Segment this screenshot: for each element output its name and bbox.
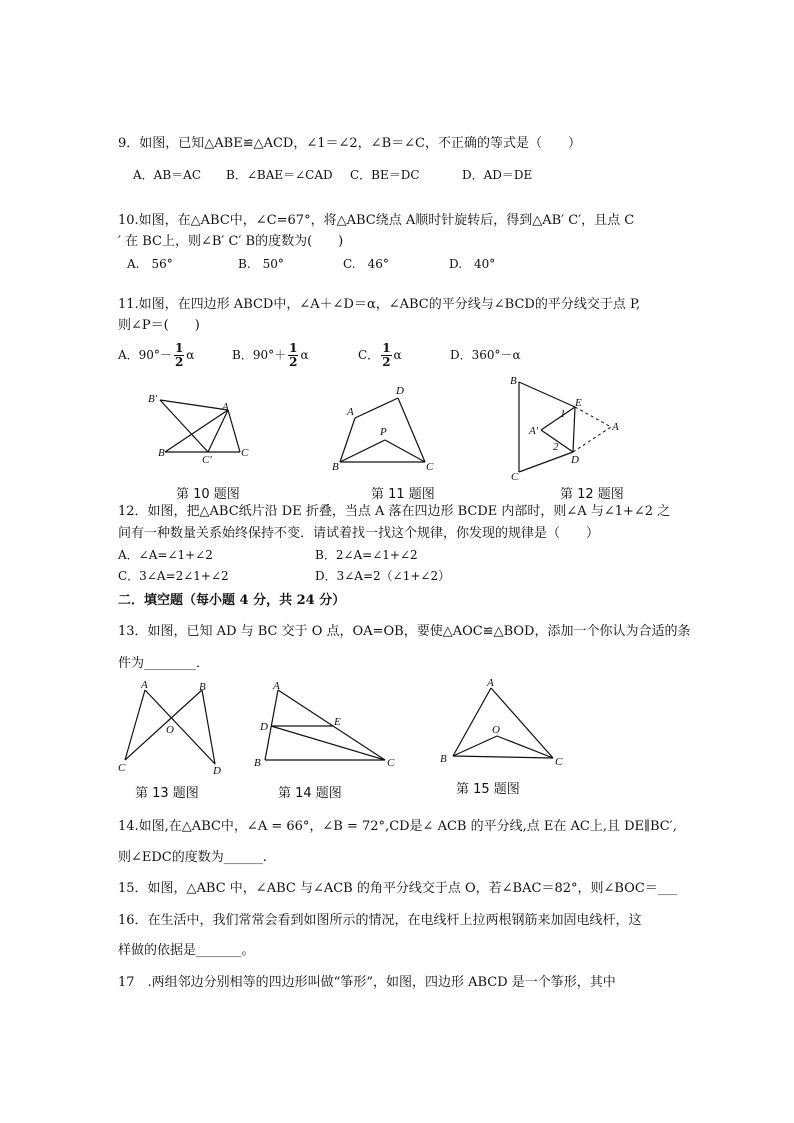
fig14-label-e: E	[334, 716, 341, 728]
q14-stem-line2: 则∠EDC的度数为______.	[118, 850, 267, 865]
q14-stem-line1: 14.如图,在△ABC中，∠A = 66°，∠B = 72°,CD是∠ ACB 的平分线,点 E在 AC上,且 DE∥BC′,	[118, 819, 677, 834]
q10-option-c: C. 46°	[343, 257, 389, 271]
q10-stem-line1: 10.如图，在△ABC中，∠C=67°，将△ABC绕点 A顺时针旋转后，得到△AB′ C′，且点 C	[118, 213, 635, 228]
fraction-numerator: 1	[174, 341, 184, 355]
fig14-label-c: C	[387, 757, 395, 769]
q15-stem: 15．如图，△ABC 中，∠ABC 与∠ACB 的角平分线交于点 O，若∠BAC＝82°，则∠BOC＝___	[118, 881, 678, 896]
q13-stem-line1: 13．如图，已知 AD 与 BC 交于 O 点，OA=OB，要使△AOC≌△BOD，添加一个你认为合适的条	[118, 624, 691, 639]
fig10-label-cprime: C′	[202, 454, 212, 466]
q17-stem: 17 .两组邻边分别相等的四边形叫做“筝形”，如图，四边形 ABCD 是一个筝形，其中	[118, 975, 616, 990]
fraction-denominator: 2	[289, 355, 298, 369]
fig15-caption: 第 15 题图	[456, 782, 520, 797]
fig13-label-b: B	[199, 681, 206, 693]
section-2-title: 二．填空题（每小题 4 分，共 24 分）	[118, 593, 346, 608]
q10-stem-line2: ′ 在 BC上，则∠B′ C′ B的度数为( )	[118, 234, 344, 249]
fig14-label-a: A	[273, 680, 280, 692]
figure-10	[140, 380, 270, 470]
q13-stem-line2: 件为________．	[118, 656, 210, 671]
q9-option-b: B．∠BAE＝∠CAD	[226, 168, 333, 182]
q12-option-d: D．3∠A=2（∠1+∠2）	[315, 569, 451, 583]
fig11-label-a: A	[347, 406, 354, 418]
fig14-label-b: B	[254, 757, 261, 769]
q9-option-a: A．AB＝AC	[133, 168, 201, 182]
fig12-label-1: 1	[560, 408, 566, 420]
q16-stem-line2: 样做的依据是_______。	[118, 943, 255, 958]
fig14-caption: 第 14 题图	[278, 786, 342, 801]
fig13-caption: 第 13 题图	[135, 786, 199, 801]
figure-13	[115, 678, 235, 778]
q11-option-a-prefix: A．90°－	[118, 348, 172, 362]
q9-option-c: C．BE＝DC	[350, 168, 420, 182]
fig12-label-b: B	[510, 375, 517, 387]
q11-option-a-suffix: α	[186, 348, 195, 362]
fig14-label-d: D	[260, 721, 268, 733]
fraction-denominator: 2	[174, 355, 184, 369]
fraction-numerator: 1	[289, 341, 298, 355]
fig11-label-b: B	[332, 461, 339, 473]
q11-option-b	[232, 340, 309, 370]
fig11-caption: 第 11 题图	[371, 487, 435, 502]
q11-stem-line1: 11.如图，在四边形 ABCD中，∠A＋∠D＝α，∠ABC的平分线与∠BCD的平分线交于点 P,	[118, 297, 641, 312]
q16-stem-line1: 16．在生活中，我们常常会看到如图所示的情况，在电线杆上拉两根钢筋来加固电线杆，这	[118, 913, 642, 928]
fig10-label-a: A	[222, 401, 229, 413]
fig13-label-o: O	[166, 724, 174, 736]
fig13-label-d: D	[213, 765, 221, 777]
q11-option-c	[358, 340, 402, 370]
fig12-label-a: A	[612, 421, 619, 433]
fig12-label-aprime: A′	[529, 425, 539, 437]
figure-15	[435, 672, 575, 772]
q10-option-d: D. 40°	[449, 257, 496, 271]
fig10-caption: 第 10 题图	[176, 487, 240, 502]
figure-11	[330, 380, 450, 480]
fraction-denominator: 2	[382, 355, 391, 369]
q9-option-d: D．AD＝DE	[462, 168, 533, 182]
q11-option-b-prefix: B．90°＋	[232, 348, 287, 362]
q11-option-a	[118, 340, 194, 370]
q11-option-d: D．360°－α	[450, 348, 521, 362]
figure-14	[250, 678, 400, 773]
fig15-label-c: C	[555, 756, 563, 768]
q10-option-b: B. 50°	[238, 257, 284, 271]
q12-option-b: B．2∠A=∠1+∠2	[315, 548, 418, 562]
q11-option-c-prefix: C．	[358, 348, 380, 362]
fraction-numerator: 1	[382, 341, 391, 355]
q11-stem-line2: 则∠P＝( )	[118, 318, 200, 333]
fig11-label-p: P	[380, 426, 387, 438]
fig12-label-c: C	[511, 471, 519, 483]
q12-stem-line2: 间有一种数量关系始终保持不变．请试着找一找这个规律，你发现的规律是（ ）	[118, 526, 600, 541]
q10-option-a: A. 56°	[127, 257, 173, 271]
q12-stem-line1: 12．如图，把△ABC纸片沿 DE 折叠，当点 A 落在四边形 BCDE 内部时，则∠A 与∠1+∠2 之	[118, 504, 671, 519]
fig12-label-e: E	[575, 397, 582, 409]
q11-option-b-suffix: α	[300, 348, 309, 362]
q12-option-c: C．3∠A=2∠1+∠2	[118, 569, 229, 583]
fig11-label-d: D	[396, 385, 404, 397]
q12-option-a: A．∠A=∠1+∠2	[118, 548, 213, 562]
q9-stem: 9．如图，已知△ABE≌△ACD，∠1＝∠2，∠B＝∠C，不正确的等式是（ ）	[118, 136, 581, 151]
fig13-label-c: C	[118, 762, 126, 774]
fig12-label-d: D	[571, 454, 579, 466]
fig15-label-o: O	[492, 724, 500, 736]
fraction-half	[174, 342, 184, 369]
fraction-half	[381, 342, 391, 369]
fig10-label-c: C	[241, 447, 249, 459]
fraction-half	[288, 342, 298, 369]
fig10-label-b: B	[158, 447, 165, 459]
fig13-label-a: A	[141, 679, 148, 691]
q11-option-c-suffix: α	[393, 348, 402, 362]
fig12-caption: 第 12 题图	[560, 487, 624, 502]
fig15-label-a: A	[487, 677, 494, 689]
fig15-label-b: B	[440, 753, 447, 765]
figure-12	[505, 372, 630, 484]
fig10-label-bprime: B′	[148, 393, 158, 405]
fig11-label-c: C	[426, 461, 434, 473]
fig12-label-2: 2	[553, 441, 559, 453]
